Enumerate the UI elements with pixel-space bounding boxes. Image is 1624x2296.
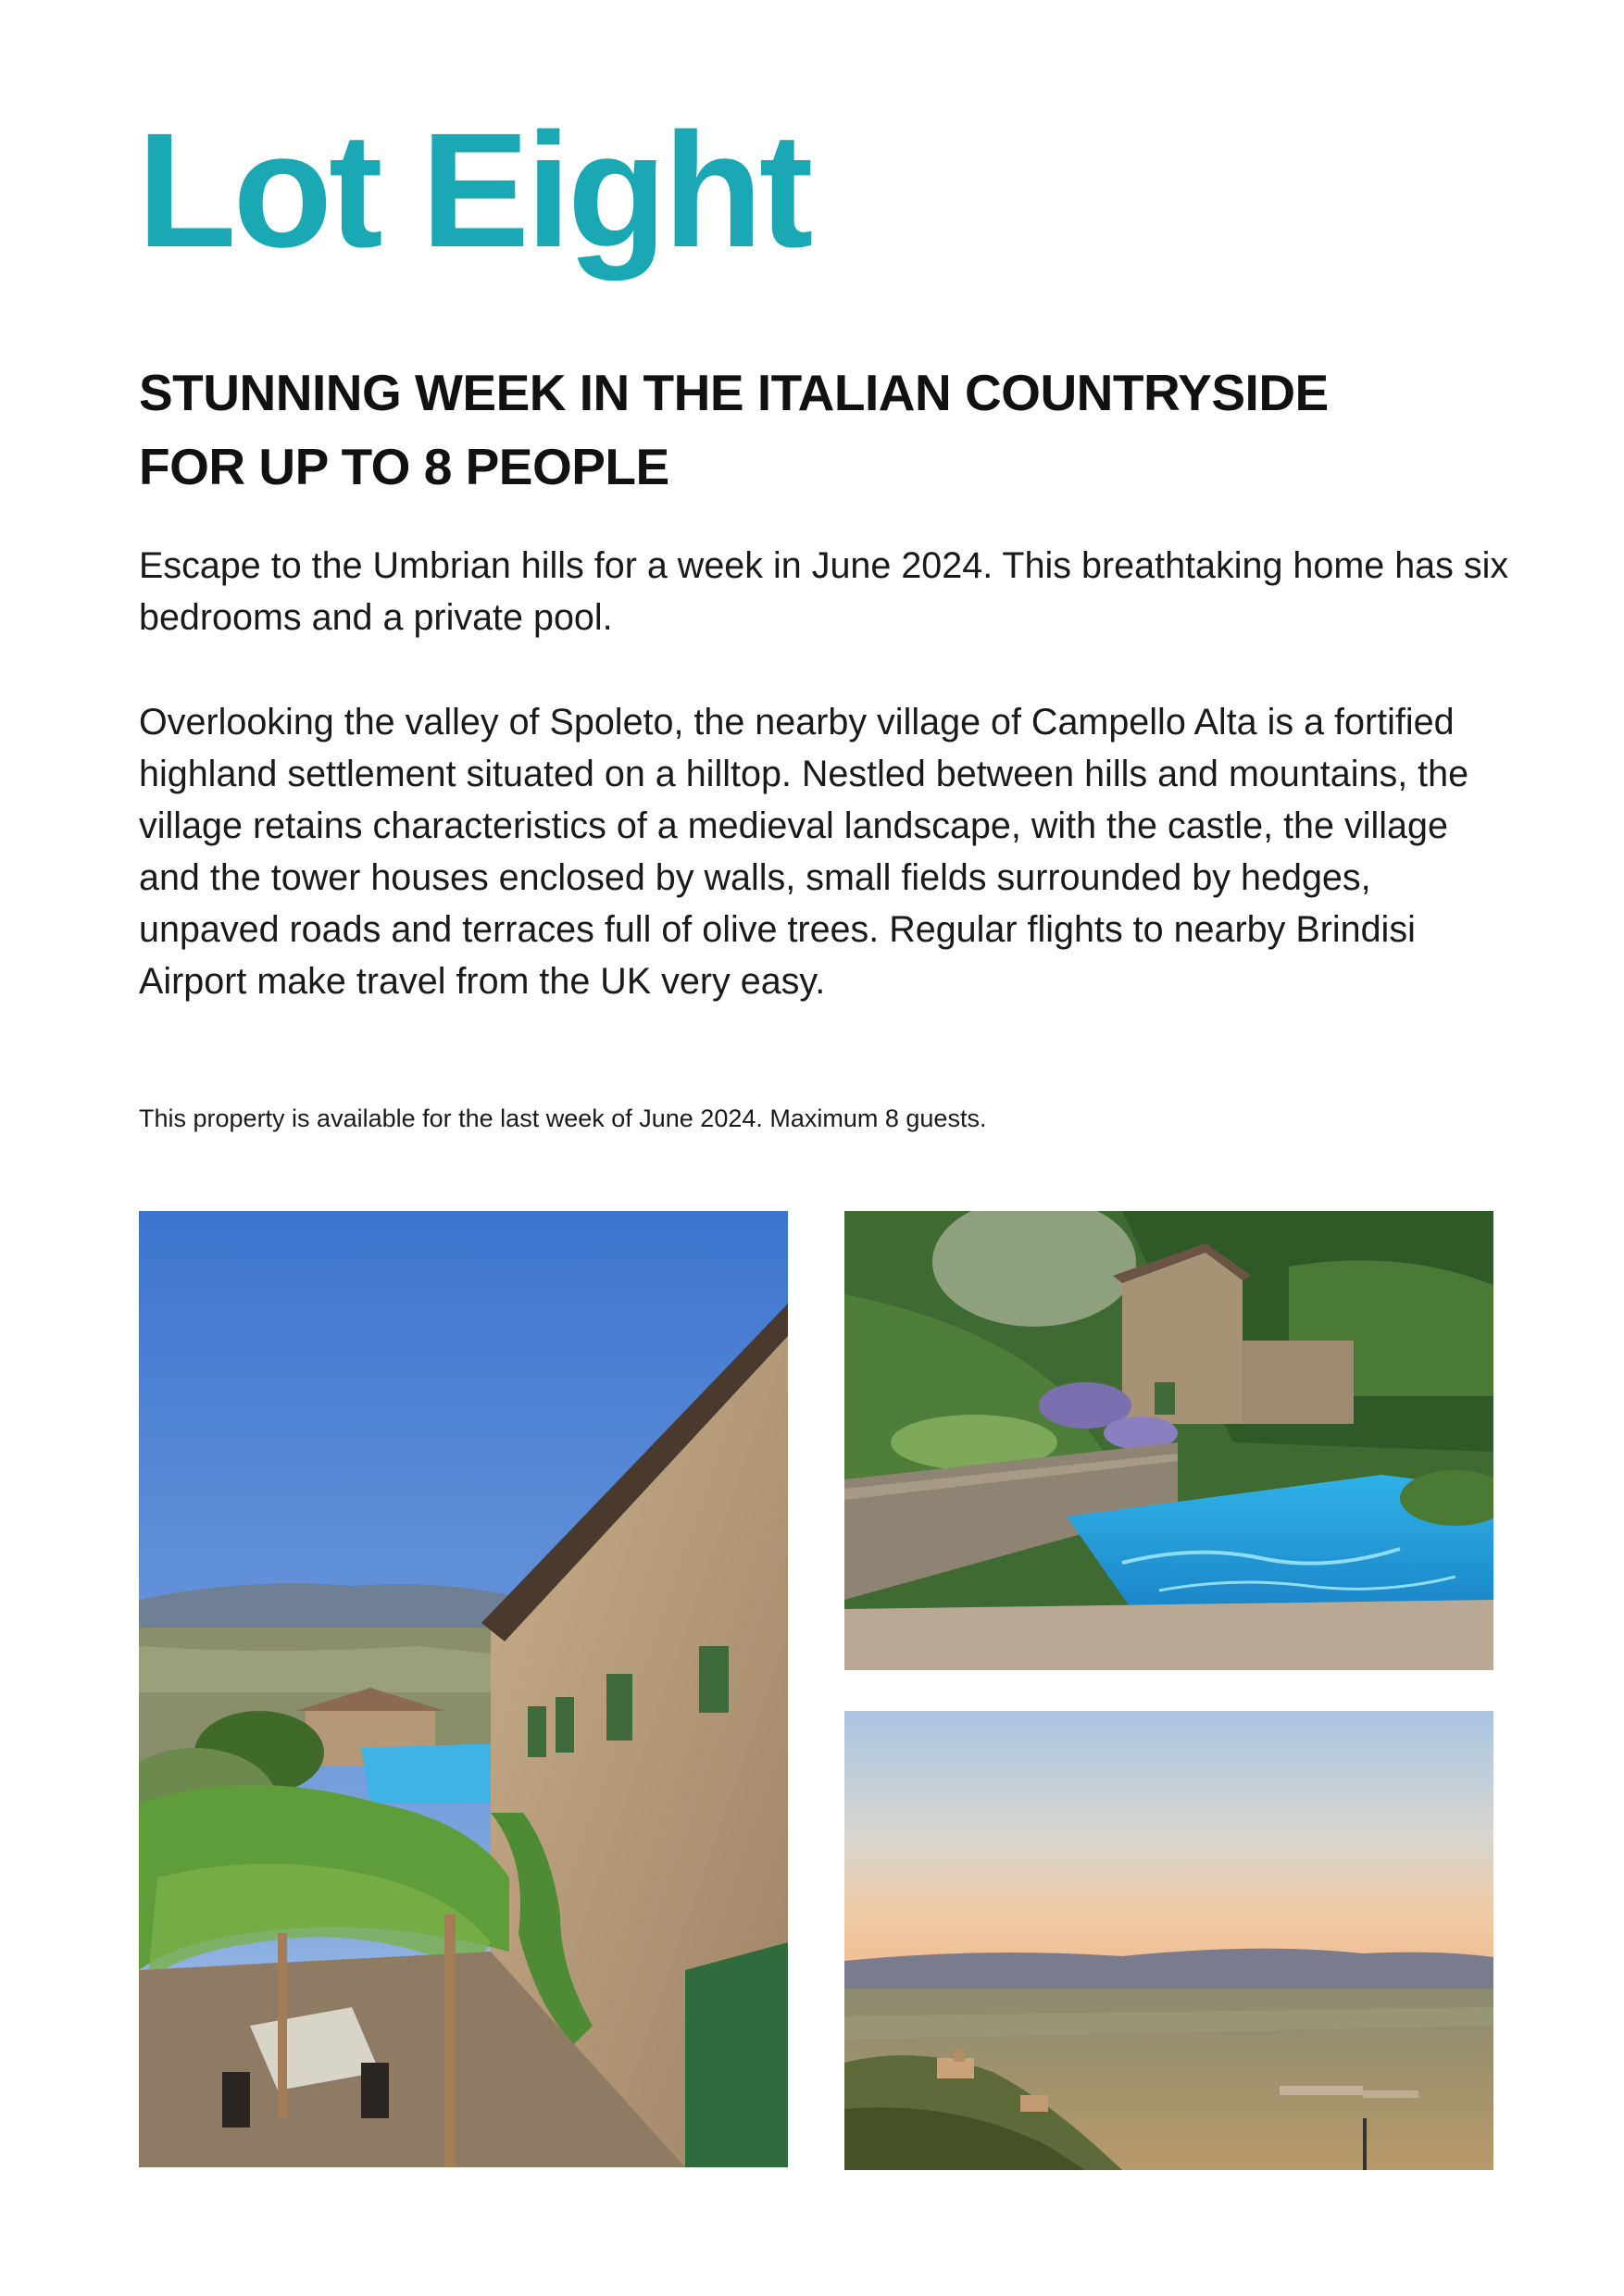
headline-line-1: STUNNING WEEK IN THE ITALIAN COUNTRYSIDE [139,364,1329,421]
headline-line-2: FOR UP TO 8 PEOPLE [139,438,669,495]
lot-title: Lot Eight [137,100,810,281]
photo-house-terrace [139,1211,788,2167]
description-paragraph: Overlooking the valley of Spoleto, the nearby village of Campello Alta is a fortified highland settlement situated on a hilltop. Nestled between hills and mountains, the village retains characteristics of a medieval landscape, with the castle, the village and the tower houses enclosed by walls, small fields surrounded by hedges, unpaved roads and terraces full of olive trees. Regular flights to nearby Brindisi Airport make travel from the UK very easy. [139,702,1469,1002]
photo-valley-sunset [844,1711,1493,2170]
photo-pool [844,1211,1493,1670]
availability-note: This property is available for the last week of June 2024. Maximum 8 guests. [139,1104,987,1132]
intro-paragraph: Escape to the Umbrian hills for a week in June 2024. This breathtaking home has six bedrooms and a private pool. [139,545,1509,638]
lot-headline [139,356,1528,504]
